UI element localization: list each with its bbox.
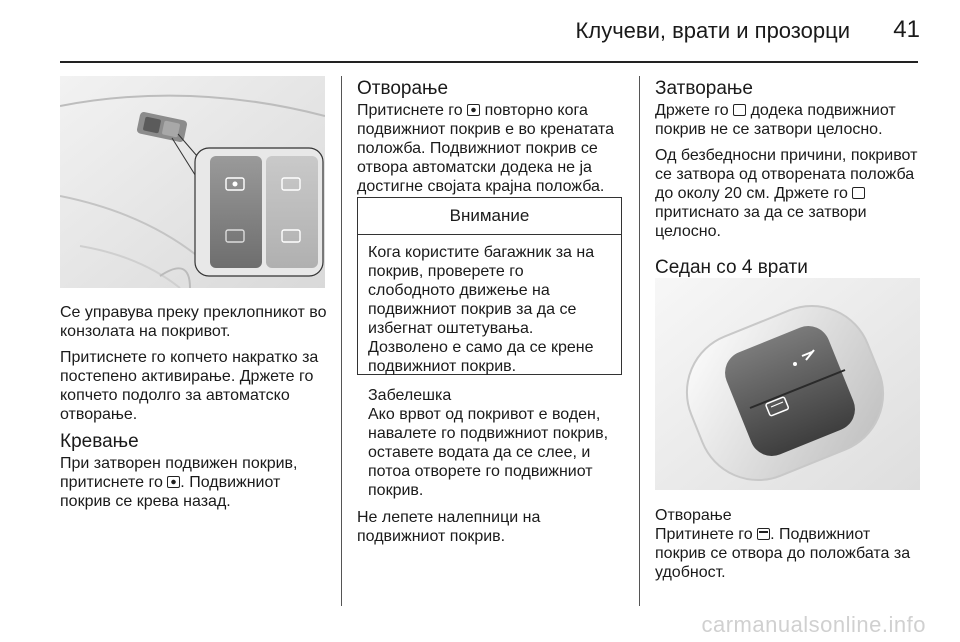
right-column-lower <box>655 506 925 589</box>
heading-closing: Затворање <box>655 78 753 99</box>
paragraph-opening-sedan: Притинете го . Подвижниот покрив се отвора до положбата за удобност. <box>655 526 911 581</box>
note-block <box>357 386 628 546</box>
heading-raising: Кревање <box>60 431 139 452</box>
sunroof-tilt-symbol-icon <box>757 528 770 540</box>
watermark-text: carmanualsonline.info <box>701 612 926 637</box>
roof-console-illustration <box>60 76 325 288</box>
paragraph-opening: Притиснете го повторно кога подвижниот покрив е во кренатата положба. Подвижниот покрив се отвора автоматски додека не ја достигне својата крајна положба. <box>357 102 615 195</box>
heading-sedan: Седан со 4 врати <box>655 257 808 278</box>
paragraph-press-button: Притиснете го копчето накратко за постепено активирање. Држете го копчето подолго за автоматско отворање. <box>60 349 319 423</box>
note-title: Забелешка <box>368 387 452 404</box>
paragraph-closing: Држете го додека подвижниот покрив не се затвори целосно. <box>655 102 896 138</box>
header-divider <box>60 61 918 63</box>
page-number: 41 <box>893 16 920 43</box>
warning-box <box>357 197 622 375</box>
paragraph-safety: Од безбедносни причини, покривот се затвора од отворената положба до околу 20 см. Држете го притиснато за да се затвори целосно. <box>655 147 918 240</box>
sunroof-close-symbol-icon <box>852 187 865 199</box>
sunroof-open-symbol-icon <box>467 104 480 116</box>
paragraph-operation: Се управува преку преклопникот во конзолата на покривот. <box>60 304 327 340</box>
warning-title: Внимание <box>358 198 621 235</box>
paragraph-raising: При затворен подвижен покрив, притиснете го . Подвижниот покрив се крева назад. <box>60 455 298 510</box>
note-text: Ако врвот од покривот е воден, навалете го подвижниот покрив, оставете водата да се слее, и потоа отворете го подвижниот покрив. <box>368 406 609 499</box>
page-title: Клучеви, врати и прозорци <box>575 18 850 43</box>
sunroof-open-symbol-icon <box>167 476 180 488</box>
left-column <box>60 303 330 518</box>
paragraph-stickers: Не лепете налепници на подвижниот покрив. <box>357 509 541 545</box>
column-divider-1 <box>341 76 342 606</box>
sedan-switch-illustration <box>655 278 920 490</box>
heading-opening-sedan: Отворање <box>655 507 732 524</box>
heading-opening: Отворање <box>357 78 449 99</box>
sunroof-close-symbol-icon <box>733 104 746 116</box>
right-column <box>655 78 925 280</box>
middle-column <box>357 78 627 203</box>
column-divider-2 <box>639 76 640 606</box>
warning-text: Кога користите багажник за на покрив, проверете го слободното движење на подвижниот покрив за да се избегнат оштетувања. Дозволено е само да се крене подвижниот покрив. <box>368 244 595 375</box>
